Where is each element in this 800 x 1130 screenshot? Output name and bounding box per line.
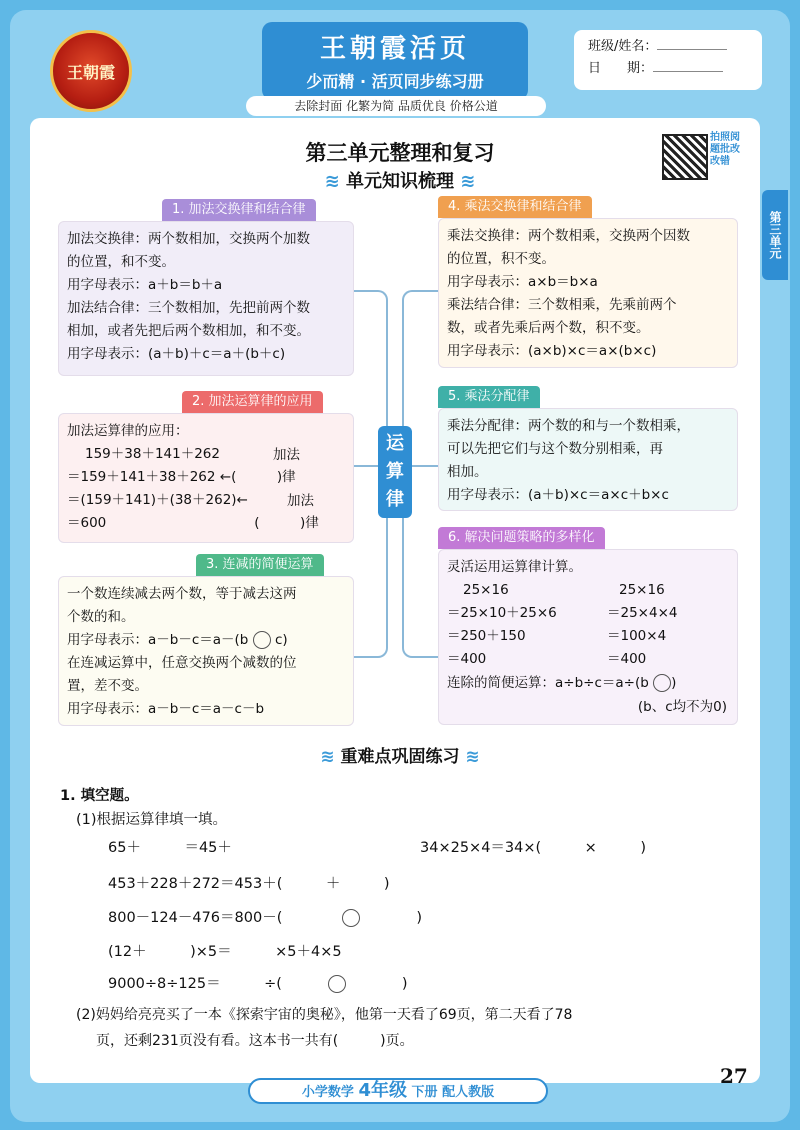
box4-line: 数，或者先乘后两个数，积不变。 — [447, 320, 650, 336]
row-text: 9000÷8÷125＝ ÷( — [108, 976, 282, 992]
box2-line — [67, 512, 345, 535]
box3-formula-end: c) — [274, 632, 288, 648]
class-line — [657, 38, 727, 50]
question-1-2-line1: (2)妈妈给亮亮买了一本《探索宇宙的奥秘》，他第一天看了69页，第二天看了78 — [76, 1007, 573, 1023]
box6-division-line — [447, 672, 676, 695]
connector-line — [352, 465, 378, 467]
calc-step: 25×16 — [463, 582, 509, 598]
class-label: 班级/姓名： — [588, 39, 658, 54]
box4-tag: 4. 乘法交换律和结合律 — [438, 196, 592, 218]
wave-icon: ≋ — [324, 171, 340, 192]
fill-blank-row[interactable] — [108, 906, 422, 927]
fill-blank-row[interactable]: 65＋ ＝45＋ — [108, 840, 232, 856]
wave-icon: ≋ — [465, 747, 480, 767]
strategy-box — [438, 549, 738, 725]
wave-icon: ≋ — [460, 171, 476, 192]
box3-line — [67, 629, 345, 652]
center-node — [378, 426, 412, 518]
center-char: 律 — [386, 489, 404, 510]
box3-line: 一个数连续减去两个数，等于减去这两 — [67, 586, 297, 602]
box3-line: 用字母表示：a－b－c＝a－c－b — [67, 701, 265, 717]
unit-side-tab: 第三单元 — [762, 190, 788, 280]
brand-banner — [262, 22, 528, 100]
box2-annotation: 加法 — [273, 447, 300, 463]
question-1-2-line2[interactable]: 页，还剩231页没有看。这本书一共有( )页。 — [96, 1033, 414, 1049]
box1-tag: 1. 加法交换律和结合律 — [162, 199, 316, 221]
box6-formula: 连除的简便运算：a÷b÷c＝a÷(b — [447, 675, 649, 691]
calc-column-2 — [607, 579, 677, 671]
calc-step: ＝250＋150 — [447, 628, 526, 644]
connector-line — [352, 498, 388, 658]
box5-line: 乘法分配律：两个数的和与一个数相乘， — [447, 418, 690, 434]
blank-circle-icon[interactable] — [328, 975, 346, 993]
center-char: 运 — [386, 433, 404, 454]
box4-line: 的位置，积不变。 — [447, 251, 555, 267]
box1-line: 加法交换律：两个数相加，交换两个加数 — [67, 231, 310, 247]
box2-line: 加法运算律的应用： — [67, 423, 189, 439]
box5-line: 可以先把它们与这个数分别相乘，再 — [447, 441, 663, 457]
calc-column-1 — [447, 579, 557, 671]
box2-result: ＝600 — [67, 515, 107, 531]
distributive-box — [438, 408, 738, 511]
footer-badge — [248, 1078, 548, 1104]
exercise-heading — [0, 742, 800, 767]
calc-step: ＝25×4×4 — [607, 605, 678, 621]
connector-line — [402, 498, 438, 658]
slogan: 去除封面 化繁为简 品质优良 价格公道 — [246, 96, 546, 116]
box3-tag: 3. 连减的简便运算 — [196, 554, 324, 576]
box1-line: 用字母表示：a＋b＝b＋a — [67, 277, 223, 293]
student-info-box — [574, 30, 762, 90]
brand-title: 王朝霞活页 — [319, 34, 470, 64]
calc-step: ＝25×10＋25×6 — [447, 605, 557, 621]
box6-note: (b、c均不为0) — [637, 699, 727, 715]
unit-title: 第三单元整理和复习 — [305, 141, 495, 165]
fill-blank-row[interactable]: (12＋ )×5＝ ×5＋4×5 — [108, 944, 342, 960]
box1-line: 用字母表示：(a＋b)＋c＝a＋(b＋c) — [67, 346, 286, 362]
fill-blank-row[interactable] — [108, 972, 408, 993]
box3-line: 置，差不变。 — [67, 678, 148, 694]
addition-application-box — [58, 413, 354, 543]
box5-line: 相加。 — [447, 464, 488, 480]
date-field[interactable] — [588, 58, 748, 80]
blank-circle-icon[interactable] — [653, 674, 671, 692]
box2-annotation: 加法 — [287, 493, 314, 509]
multiplication-laws-box — [438, 218, 738, 368]
knowledge-title: 单元知识梳理 — [346, 171, 454, 192]
question-1-1: (1)根据运算律填一填。 — [76, 812, 228, 828]
addition-laws-box — [58, 221, 354, 376]
box2-blank: ( )律 — [254, 515, 319, 531]
row-text: 800－124－476＝800－( — [108, 910, 283, 926]
box4-line: 用字母表示：a×b＝b×a — [447, 274, 598, 290]
knowledge-heading — [0, 167, 800, 193]
blank-circle-icon[interactable] — [253, 631, 271, 649]
footer-grade: 4年级 — [358, 1080, 407, 1101]
brand-logo: 王朝霞 — [50, 30, 132, 112]
class-name-field[interactable] — [588, 36, 748, 58]
date-label: 日 期： — [588, 61, 654, 76]
connector-line — [412, 465, 438, 467]
subtraction-box — [58, 576, 354, 726]
box6-formula-end: ) — [671, 675, 677, 691]
fill-blank-row[interactable]: 34×25×4＝34×( × ) — [420, 840, 646, 856]
box2-tag: 2. 加法运算律的应用 — [182, 391, 323, 413]
calc-step: 25×16 — [619, 582, 665, 598]
row-text-end: ) — [401, 976, 408, 992]
box4-line: 用字母表示：(a×b)×c＝a×(b×c) — [447, 343, 657, 359]
calc-step: ＝400 — [447, 651, 487, 667]
calc-step: ＝100×4 — [607, 628, 667, 644]
box1-line: 加法结合律：三个数相加，先把前两个数 — [67, 300, 310, 316]
box4-line: 乘法交换律：两个数相乘，交换两个因数 — [447, 228, 690, 244]
box1-line: 的位置，和不变。 — [67, 254, 175, 270]
date-line — [653, 60, 723, 72]
footer-volume: 下册 — [411, 1085, 438, 1100]
box5-tag: 5. 乘法分配律 — [438, 386, 540, 408]
footer-edition: 配人教版 — [442, 1085, 495, 1100]
box3-line: 在连减运算中，任意交换两个减数的位 — [67, 655, 297, 671]
box5-line: 用字母表示：(a＋b)×c＝a×c＋b×c — [447, 487, 669, 503]
brand-subtitle: 少而精 · 活页同步练习册 — [306, 72, 484, 91]
box2-line: 159＋38＋141＋262 — [85, 446, 220, 462]
wave-icon: ≋ — [320, 747, 335, 767]
qr-caption: 拍照阅题批改改错 — [710, 132, 740, 167]
footer-subject: 小学数学 — [301, 1085, 354, 1100]
center-char: 算 — [386, 461, 404, 482]
box3-line: 个数的和。 — [67, 609, 135, 625]
box2-line: ＝(159＋141)＋(38＋262)← — [67, 492, 248, 508]
box3-formula: 用字母表示：a－b－c＝a－(b — [67, 632, 249, 648]
box1-line: 相加，或者先把后两个数相加，和不变。 — [67, 323, 310, 339]
box2-line: ＝159＋141＋38＋262 ←( )律 — [67, 469, 296, 485]
box4-line: 乘法结合律：三个数相乘，先乘前两个 — [447, 297, 677, 313]
question-1: 1. 填空题。 — [60, 788, 139, 804]
box6-line: 灵活运用运算律计算。 — [447, 559, 582, 575]
fill-blank-row[interactable]: 453＋228＋272＝453＋( ＋ ) — [108, 876, 390, 892]
page-number: 27 — [720, 1064, 748, 1088]
exercise-title: 重难点巩固练习 — [340, 747, 460, 767]
calc-step: ＝400 — [607, 651, 647, 667]
row-text-end: ) — [416, 910, 423, 926]
box6-tag: 6. 解决问题策略的多样化 — [438, 527, 605, 549]
blank-circle-icon[interactable] — [342, 909, 360, 927]
